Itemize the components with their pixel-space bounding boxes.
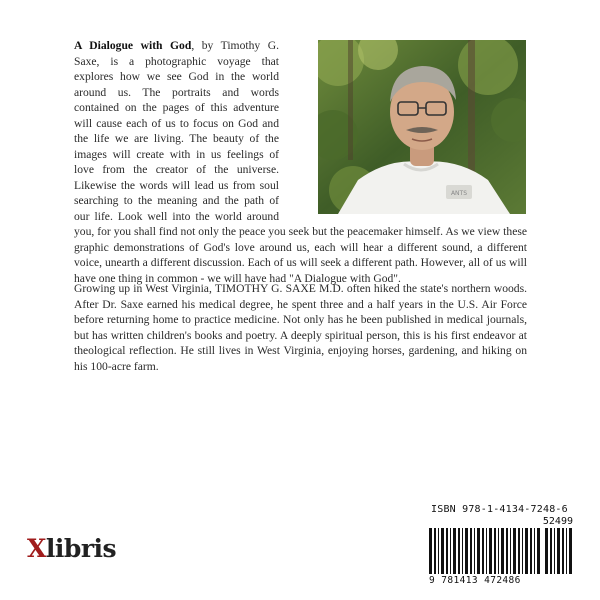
book-description xyxy=(74,38,527,286)
isbn-barcode xyxy=(425,504,577,586)
publisher-logo xyxy=(27,534,116,563)
photo-float-space xyxy=(279,38,527,216)
isbn-label: ISBN 978-1-4134-7248-6 xyxy=(431,504,568,515)
publisher-logo-rest: libris xyxy=(45,534,117,563)
barcode-addon-bars xyxy=(545,528,573,574)
book-title: A Dialogue with God xyxy=(74,39,192,52)
price-code: 52499 xyxy=(542,516,573,527)
barcode-digits: 9 781413 472486 xyxy=(429,575,521,586)
book-description-text: , by Timothy G. Saxe, is a photographic voyage that explores how we see God in the world around us. The portraits and words contained on the pages of this adventure will cause each of us to focus on God and the life we are living. The beauty of the images will create with in us feelings of love from the creator of the universe. Likewise the words will lead us from soul searching to the meaning and the path of our life. Look well into the world around you, for you shall find not only the peace you seek but the peacemaker himself. As we view these graphic demonstrations of God's love around us, each will hear a different sound, a different voice, unearth a different discussion. Each of us will seek a different path. However, all of us will have one thing in common - we will have had "A Dialogue with God". xyxy=(74,39,527,285)
barcode-main-bars xyxy=(429,528,541,574)
publisher-logo-initial: X xyxy=(27,534,46,563)
author-bio: Growing up in West Virginia, TIMOTHY G. SAXE M.D. often hiked the state's northern woods. After Dr. Saxe earned his medical degree, he spent three and a half years in the U.S. Air Force before returning home to practice medicine. Not only has he been published in medical journals, but has written children's books and poetry. A deeply spiritual person, this is his first endeavor at theological reflection. He still lives in West Virginia, enjoying horses, gardening, and hiking on his 100-acre farm. xyxy=(74,282,527,373)
shirt-print-text: ANTS xyxy=(450,190,468,197)
